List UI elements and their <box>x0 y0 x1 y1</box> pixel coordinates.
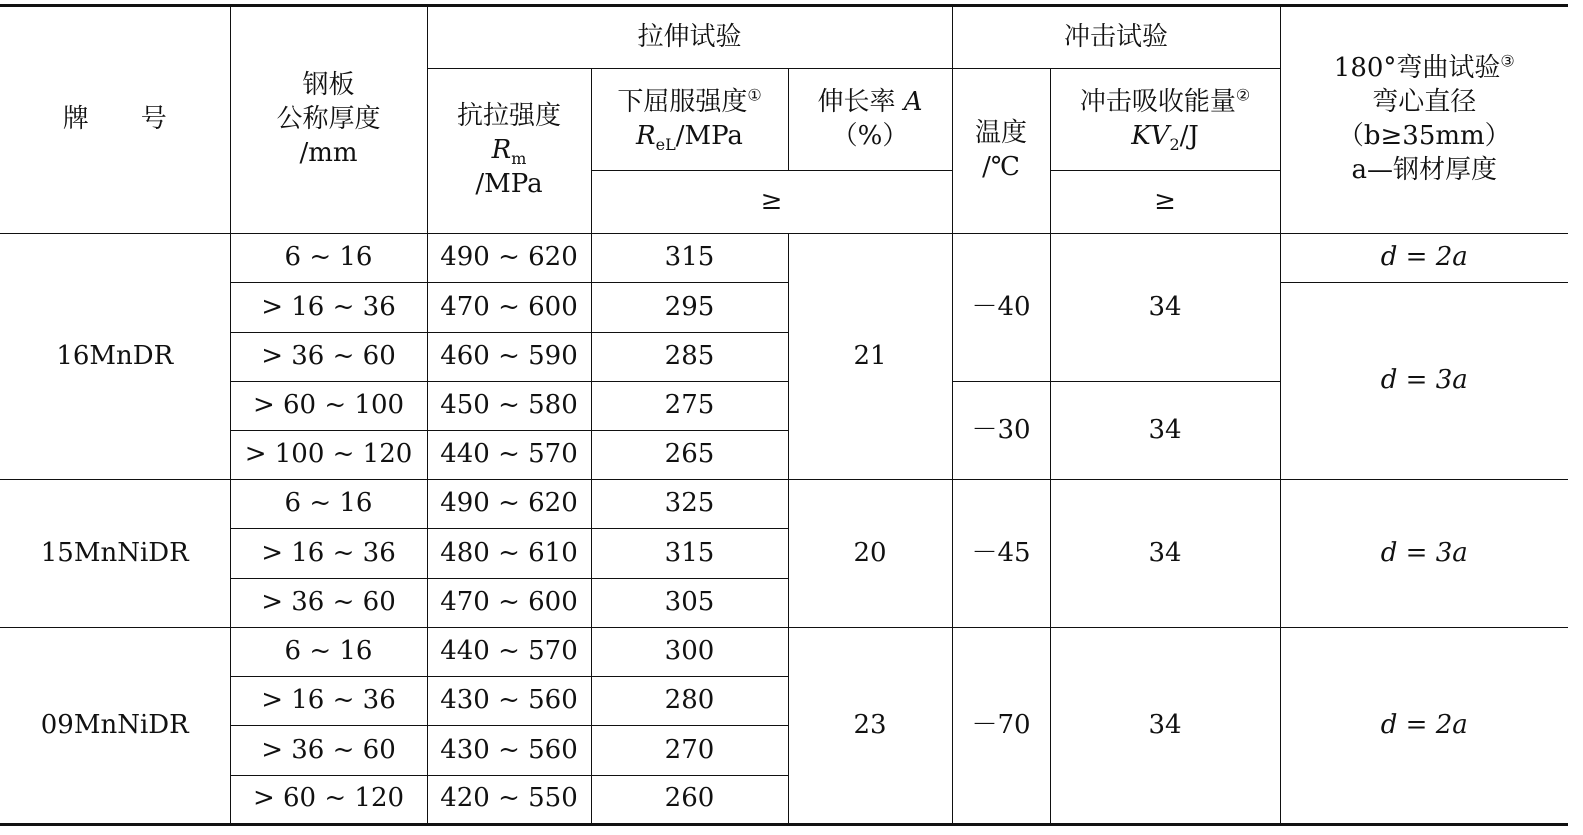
tensile-cell: 490 ~ 620 <box>427 480 591 529</box>
yield-cell: 300 <box>591 627 788 676</box>
yield-cell: 270 <box>591 726 788 775</box>
header-min-impact: ≥ <box>1050 170 1280 233</box>
thickness-cell: > 36 ~ 60 <box>230 726 427 775</box>
grade-cell: 09MnNiDR <box>0 627 230 824</box>
yield-cell: 305 <box>591 578 788 627</box>
thickness-cell: > 36 ~ 60 <box>230 578 427 627</box>
yield-cell: 325 <box>591 480 788 529</box>
temperature-cell: －40 <box>952 234 1050 382</box>
elongation-cell: 21 <box>788 234 952 480</box>
bend-cell: d = 3a <box>1280 283 1568 480</box>
table-row <box>0 283 1568 332</box>
tensile-cell: 490 ~ 620 <box>427 234 591 283</box>
tensile-cell: 470 ~ 600 <box>427 283 591 332</box>
header-tensile-test: 拉伸试验 <box>427 6 952 69</box>
impact-energy-cell: 34 <box>1050 627 1280 824</box>
tensile-cell: 430 ~ 560 <box>427 677 591 726</box>
steel-properties-table <box>0 4 1568 826</box>
grade-cell: 15MnNiDR <box>0 480 230 628</box>
header-grade: 牌 号 <box>0 6 230 234</box>
tensile-cell: 420 ~ 550 <box>427 775 591 824</box>
thickness-cell: > 16 ~ 36 <box>230 677 427 726</box>
tensile-cell: 440 ~ 570 <box>427 627 591 676</box>
header-yield-strength: 下屈服强度① $R_{eL}$/MPa <box>591 69 788 170</box>
elongation-cell: 23 <box>788 627 952 824</box>
bend-cell: d = 3a <box>1280 480 1568 628</box>
table-row <box>0 480 1568 529</box>
temperature-cell: －30 <box>952 381 1050 479</box>
impact-energy-cell: 34 <box>1050 381 1280 479</box>
header-thickness: 钢板 公称厚度 /mm <box>230 6 427 234</box>
header-bend-test: 180°弯曲试验③ 弯心直径 （b≥35mm） a—钢材厚度 <box>1280 6 1568 234</box>
tensile-cell: 460 ~ 590 <box>427 332 591 381</box>
impact-energy-cell: 34 <box>1050 234 1280 382</box>
thickness-cell: 6 ~ 16 <box>230 480 427 529</box>
header-elongation: 伸长率 A （%） <box>788 69 952 170</box>
thickness-cell: > 36 ~ 60 <box>230 332 427 381</box>
grade-cell: 16MnDR <box>0 234 230 480</box>
thickness-cell: > 16 ~ 36 <box>230 283 427 332</box>
thickness-cell: > 100 ~ 120 <box>230 431 427 480</box>
impact-energy-cell: 34 <box>1050 480 1280 628</box>
bend-cell: d = 2a <box>1280 627 1568 824</box>
header-impact-energy: 冲击吸收能量② $KV_2/J$ <box>1050 69 1280 170</box>
tensile-cell: 440 ~ 570 <box>427 431 591 480</box>
yield-cell: 295 <box>591 283 788 332</box>
temperature-cell: －70 <box>952 627 1050 824</box>
yield-cell: 260 <box>591 775 788 824</box>
header-temperature: 温度 /℃ <box>952 69 1050 234</box>
tensile-cell: 470 ~ 600 <box>427 578 591 627</box>
yield-cell: 265 <box>591 431 788 480</box>
thickness-cell: 6 ~ 16 <box>230 627 427 676</box>
elongation-cell: 20 <box>788 480 952 628</box>
temperature-cell: －45 <box>952 480 1050 628</box>
table-row <box>0 627 1568 676</box>
thickness-cell: > 60 ~ 120 <box>230 775 427 824</box>
yield-cell: 280 <box>591 677 788 726</box>
thickness-cell: 6 ~ 16 <box>230 234 427 283</box>
table-row <box>0 234 1568 283</box>
tensile-cell: 450 ~ 580 <box>427 381 591 430</box>
thickness-cell: > 16 ~ 36 <box>230 529 427 578</box>
header-tensile-strength: 抗拉强度 $R_m$ /MPa <box>427 69 591 234</box>
yield-cell: 315 <box>591 529 788 578</box>
bend-cell: d = 2a <box>1280 234 1568 283</box>
header-impact-test: 冲击试验 <box>952 6 1280 69</box>
header-min-tensile: ≥ <box>591 170 952 233</box>
tensile-cell: 430 ~ 560 <box>427 726 591 775</box>
tensile-cell: 480 ~ 610 <box>427 529 591 578</box>
yield-cell: 315 <box>591 234 788 283</box>
thickness-cell: > 60 ~ 100 <box>230 381 427 430</box>
yield-cell: 285 <box>591 332 788 381</box>
yield-cell: 275 <box>591 381 788 430</box>
